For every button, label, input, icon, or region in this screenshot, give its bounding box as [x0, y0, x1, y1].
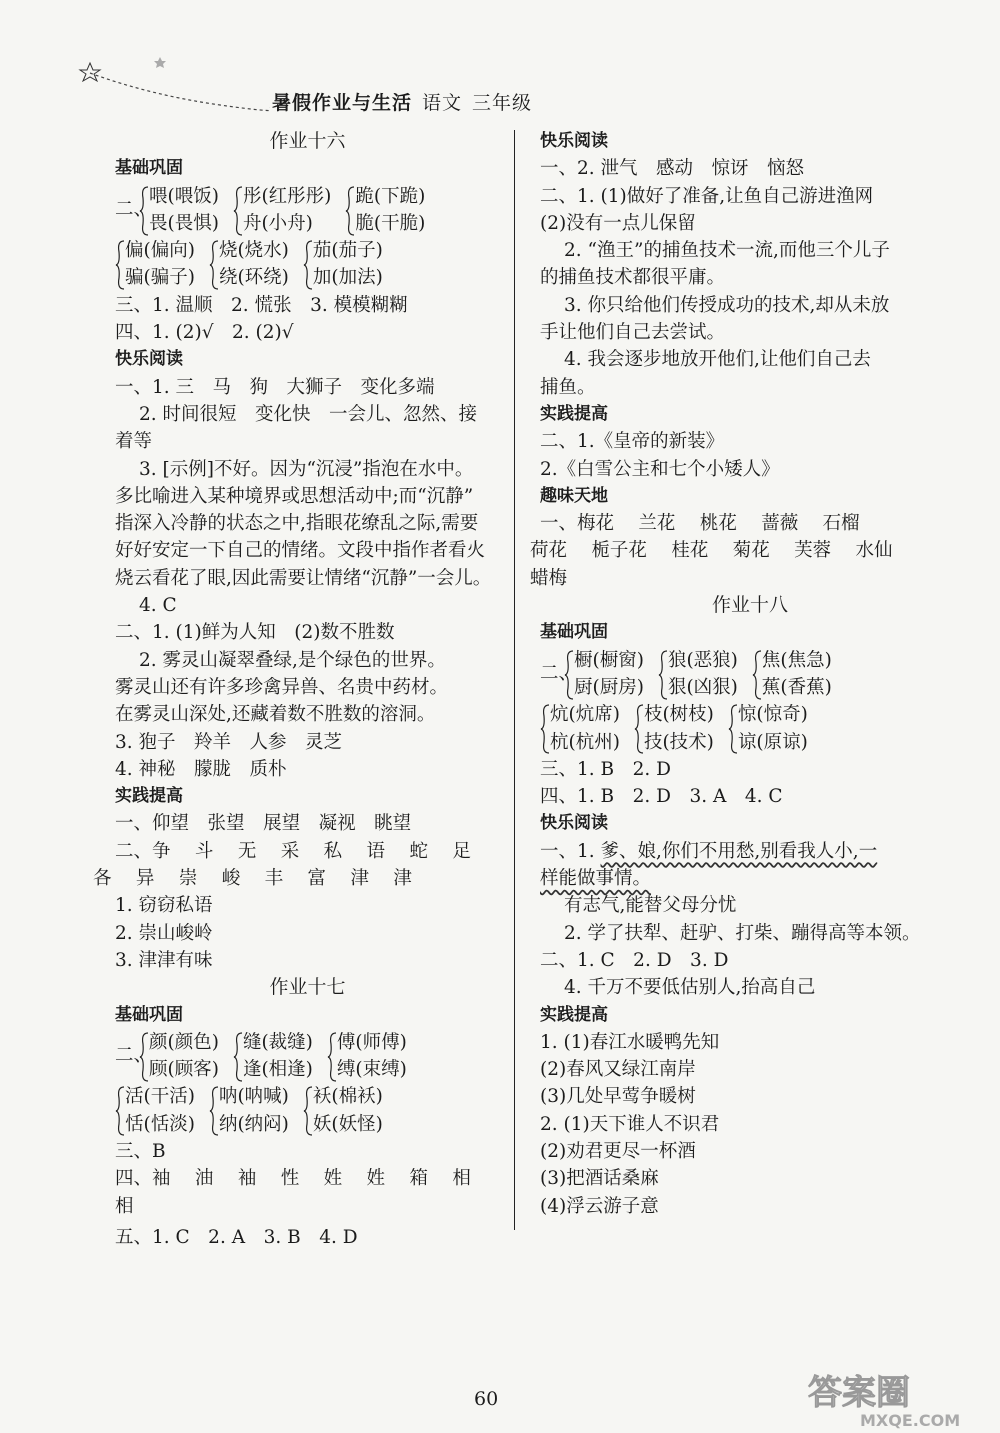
- answer-line: (3)把酒话桑麻: [540, 1168, 659, 1190]
- page-number: 60: [474, 1388, 499, 1410]
- answer-line: 一、1. 爹、娘,你们不用愁,别看我人小,一: [540, 840, 878, 862]
- answer-line: (2)春风又绿江南岸: [540, 1059, 696, 1081]
- wavy-underlined-text: 爹、娘,你们不用愁,别看我人小,一: [600, 840, 878, 862]
- answer-line: 二、1. C 2. D 3. D: [540, 949, 729, 971]
- book-title: 暑假作业与生活 语文 三年级: [272, 92, 533, 114]
- answer-line: 蜡梅: [530, 567, 568, 589]
- bracket-row: 偏(偏向) 骗(骗子) 烧(烧水) 绕(环绕) 茄(茄子) 加(加法): [115, 237, 500, 292]
- answer-line: 手让他们自己去尝试。: [540, 322, 726, 344]
- bracket-row: 二、 橱(橱窗) 厨(厨房) 狼(恶狼) 狠(凶狠) 焦(焦急) 蕉(香蕉): [540, 649, 832, 698]
- answer-line: 2. 崇山峻岭: [115, 922, 213, 944]
- bracket-row: 炕(炕席) 杭(杭州) 枝(树枝) 技(技术) 惊(惊奇) 谅(原谅): [540, 701, 960, 756]
- answer-line: 三、1. B 2. D: [540, 758, 671, 780]
- answer-line: 4. 我会逐步地放开他们,让他们自己去: [564, 349, 871, 371]
- answer-line: 三、1. 温顺 2. 慌张 3. 模模糊糊: [115, 294, 408, 316]
- answer-line: 各 异 崇 峻 丰 富 津 津: [93, 868, 412, 890]
- column-divider: [514, 130, 515, 1230]
- answer-line: (3)几处早莺争暖树: [540, 1086, 696, 1108]
- watermark-logo: [800, 1370, 990, 1430]
- sub-heading: 快乐阅读: [540, 131, 608, 151]
- answer-line: (2)劝君更尽一杯酒: [540, 1140, 696, 1162]
- answer-line: 相: [115, 1195, 134, 1217]
- answer-line: 好好安定一下自己的情绪。文段中指作者看火: [115, 540, 486, 562]
- bracket-row: 活(干活) 恬(恬淡) 呐(呐喊) 纳(纳闷) 袄(棉袄) 妖(妖怪): [115, 1083, 500, 1138]
- answer-line: 四、1. B 2. D 3. A 4. C: [540, 786, 783, 808]
- answer-line: 2. 学了扶犁、赶驴、打柴、蹦得高等本领。: [564, 922, 921, 944]
- answer-line: 三、B: [115, 1140, 166, 1162]
- answer-line: 3. 狍子 羚羊 人参 灵芝: [115, 731, 343, 753]
- answer-line: 二、1.《皇帝的新装》: [540, 431, 725, 453]
- answer-line: 3. [示例]不好。因为“沉浸”指泡在水中。: [139, 458, 474, 480]
- sub-heading: 快乐阅读: [115, 349, 183, 370]
- answer-line: 一、1. 三 马 狗 大狮子 变化多端: [115, 376, 435, 398]
- answer-line: 捕鱼。: [540, 376, 596, 398]
- answer-line: 4. 神秘 朦胧 质朴: [115, 758, 287, 780]
- answer-line: 3. 你只给他们传授成功的技术,却从未放: [564, 294, 890, 316]
- answer-line: 2. 时间很短 变化快 一会儿、忽然、接: [139, 403, 478, 425]
- sub-heading: 实践提高: [540, 403, 608, 424]
- answer-line: [540, 865, 960, 892]
- section-title: 作业十六: [269, 130, 346, 152]
- answer-line: (2)没有一点儿保留: [540, 212, 696, 234]
- sub-heading: 基础巩固: [540, 622, 608, 643]
- wavy-underlined-text: 样能做事情。: [540, 868, 652, 890]
- answer-line: 烧云看花了眼,因此需要让情绪“沉静”一会儿。: [115, 567, 492, 589]
- star-swoosh-decoration: [70, 55, 270, 115]
- answer-line: (4)浮云游子意: [540, 1195, 659, 1217]
- svg-text:MXQE.COM: MXQE.COM: [860, 1411, 961, 1430]
- answer-line: 二、争 斗 无 采 私 语 蛇 足: [115, 840, 471, 862]
- answer-line: 2. (1)天下谁人不识君: [540, 1113, 720, 1135]
- answer-line: 荷花 栀子花 桂花 菊花 芙蓉 水仙: [530, 540, 893, 562]
- section-title: 作业十八: [711, 594, 788, 617]
- answer-line: 二、1. (1)鲜为人知 (2)数不胜数: [115, 622, 395, 644]
- answer-line: 的捕鱼技术都很平庸。: [540, 267, 726, 289]
- svg-text:答案圈: 答案圈: [808, 1373, 910, 1413]
- answer-line: 1. 窃窃私语: [115, 895, 213, 917]
- answer-line: 4. C: [139, 595, 177, 617]
- sub-heading: 趣味天地: [540, 485, 608, 506]
- section-title: 作业十七: [269, 976, 346, 999]
- sub-heading: 实践提高: [115, 786, 183, 807]
- answer-line: 一、仰望 张望 展望 凝视 眺望: [115, 813, 412, 835]
- answer-line: 四、1. (2)√ 2. (2)√: [115, 322, 294, 344]
- answer-line: 在雾灵山深处,还藏着数不胜数的溶洞。: [115, 704, 436, 726]
- bracket-row: 二、 颜(颜色) 顾(顾客) 缝(裁缝) 逢(相逢) 傅(师傅) 缚(束缚): [115, 1031, 407, 1081]
- answer-line: 2. “渔王”的捕鱼技术一流,而他三个儿子: [564, 240, 890, 262]
- right-column: [530, 128, 960, 1220]
- sub-heading: 快乐阅读: [540, 813, 608, 834]
- answer-line: 二、1. (1)做好了准备,让鱼自己游进渔网: [540, 185, 874, 207]
- answer-line: 2.《白雪公主和七个小矮人》: [540, 458, 780, 480]
- answer-line: 多比喻进入某种境界或思想活动中;而“沉静”: [115, 485, 474, 507]
- answer-line: 指深入冷静的状态之中,指眼花缭乱之际,需要: [115, 513, 479, 535]
- sub-heading: 基础巩固: [115, 158, 183, 179]
- answer-line: 四、袖 油 袖 性 姓 姓 箱 相: [115, 1168, 471, 1190]
- answer-line: 着等: [115, 431, 153, 453]
- answer-line: 雾灵山还有许多珍禽异兽、名贵中药材。: [115, 676, 449, 698]
- answer-line: 4. 千万不要低估别人,抬高自己: [564, 977, 816, 999]
- answer-line: 一、2. 泄气 感动 惊讶 恼怒: [540, 158, 805, 180]
- page-header: [70, 55, 590, 115]
- sub-heading: 基础巩固: [115, 1004, 183, 1025]
- sub-heading: 实践提高: [540, 1004, 608, 1025]
- answer-line: 2. 雾灵山凝翠叠绿,是个绿色的世界。: [139, 649, 446, 671]
- answer-line: 有志气,能替父母分忧: [564, 895, 737, 917]
- answer-line: 五、1. C 2. A 3. B 4. D: [115, 1226, 358, 1248]
- answer-line: 3. 津津有味: [115, 949, 213, 971]
- answer-line: 一、梅花 兰花 桃花 蔷薇 石榴: [540, 513, 860, 535]
- left-column: [93, 128, 500, 1251]
- answer-line: 1. (1)春江水暖鸭先知: [540, 1031, 720, 1053]
- bracket-row: 二、 喂(喂饭) 畏(畏惧) 彤(红彤彤) 舟(小舟) 跪(下跪) 脆(干脆): [115, 185, 426, 234]
